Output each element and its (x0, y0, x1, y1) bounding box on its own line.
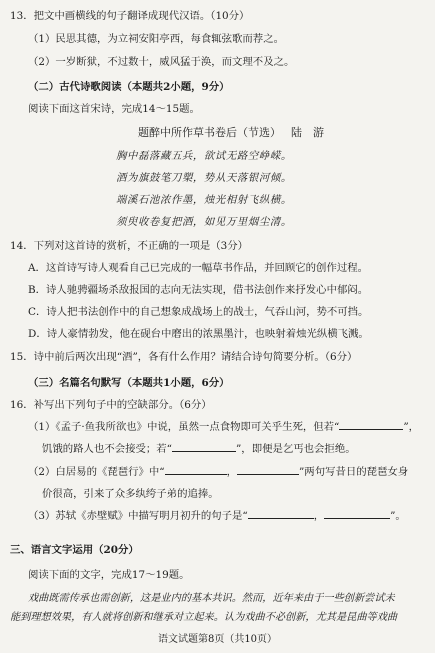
poem-line-1: 胸中磊落藏五兵，欲试无路空峥嵘。 (116, 150, 292, 162)
q13-sentence-1: （1）民思其德，为立祠安阳亭西，每食辄弦歌而荐之。 (28, 33, 284, 45)
q15-stem: 15．诗中前后两次出现“酒”，各有什么作用？请结合诗句简要分析。（6分） (10, 351, 358, 363)
q16-item-2-text-mid: ， (226, 466, 237, 478)
q14-option-c: C．诗人把书法创作中的自己想象成战场上的战士，气吞山河，势不可挡。 (28, 306, 369, 318)
poem-title-text: 题醉中所作草书卷后（节选） (138, 126, 281, 139)
q16-item-2-text-end: ”两句写昔日的琵琶女身 (299, 466, 409, 478)
q16-stem: 16．补写出下列句子中的空缺部分。（6分） (10, 399, 212, 411)
q16-item-3-text-mid: ， (313, 510, 325, 522)
section-ancient-poetry-intro: 阅读下面这首宋诗，完成14～15题。 (28, 103, 200, 115)
q16-item-3-text-end: ”。 (390, 510, 406, 522)
q16-blank-3[interactable] (165, 474, 227, 475)
poem-title (138, 127, 324, 140)
q16-item-1-text-b-end: ”，即便是乞丐也会拒绝。 (236, 443, 356, 455)
q16-item-1-line-2 (42, 444, 356, 456)
q16-item-1-line-1 (28, 422, 419, 434)
q16-item-2-text-a: （2）白居易的《琵琶行》中“ (28, 466, 165, 478)
q13-stem: 13．把文中画横线的句子翻译成现代汉语。（10分） (10, 10, 250, 22)
q16-blank-5[interactable] (248, 518, 314, 519)
q16-item-2-line-2: 价很高，引来了众多纨绔子弟的追捧。 (42, 488, 219, 500)
passage-line-2: 能到理想效果，有人就将创新和继承对立起来。认为戏曲不必创新，尤其是昆曲等戏曲 (10, 612, 398, 623)
q16-item-1-text-b: 饥饿的路人也不会接受；若“ (42, 443, 172, 455)
q16-item-1-text-a: （1）《孟子·鱼我所欲也》中说，虽然一点食物即可关乎生死，但若“ (28, 421, 340, 433)
q14-option-d: D．诗人豪情勃发，他在砚台中磨出的浓黑墨汁，也映射着烛光纵横飞溅。 (28, 328, 369, 340)
q13-sentence-2: （2）一岁断狱，不过数十，威风猛于涣，而文理不及之。 (28, 56, 295, 68)
section-ancient-poetry-heading: （二）古代诗歌阅读（本题共2小题，9分） (28, 81, 230, 93)
part-language-use-heading: 三、语言文字运用（20分） (10, 544, 139, 556)
q16-item-1-text-a-end: ”， (403, 421, 420, 433)
q16-blank-2[interactable] (172, 451, 236, 452)
q14-option-b: B．诗人驰骋疆场杀敌报国的志向无法实现，借书法创作来抒发心中郁闷。 (28, 284, 369, 296)
poem-line-2: 酒为旗鼓笔刀槊，势从天落银河倾。 (116, 172, 292, 184)
q16-item-3 (28, 511, 406, 523)
q16-item-2-line-1 (28, 467, 408, 479)
q14-stem: 14．下列对这首诗的赏析，不正确的一项是（3分） (10, 240, 249, 252)
passage-line-1: 戏曲既需传承也需创新，这是业内的基本共识。然而，近年来由于一些创新尝试未 (28, 593, 395, 604)
q16-item-3-text-a: （3）苏轼《赤壁赋》中描写明月初升的句子是“ (28, 510, 248, 522)
section-famous-lines-heading: （三）名篇名句默写（本题共1小题，6分） (28, 377, 230, 389)
part-language-use-intro: 阅读下面的文字，完成17～19题。 (28, 569, 190, 581)
q14-option-a: A．这首诗写诗人观看自己已完成的一幅草书作品，并回顾它的创作过程。 (28, 262, 369, 274)
q16-blank-4[interactable] (237, 474, 299, 475)
poem-author: 陆 游 (291, 126, 324, 139)
q16-blank-6[interactable] (324, 518, 390, 519)
poem-line-4: 须臾收卷复把酒，如见万里烟尘清。 (116, 216, 292, 228)
page-footer: 语文试题第8页（共10页） (157, 634, 278, 645)
q16-blank-1[interactable] (339, 429, 403, 430)
poem-line-3: 端溪石池浓作墨，烛光相射飞纵横。 (116, 194, 292, 206)
